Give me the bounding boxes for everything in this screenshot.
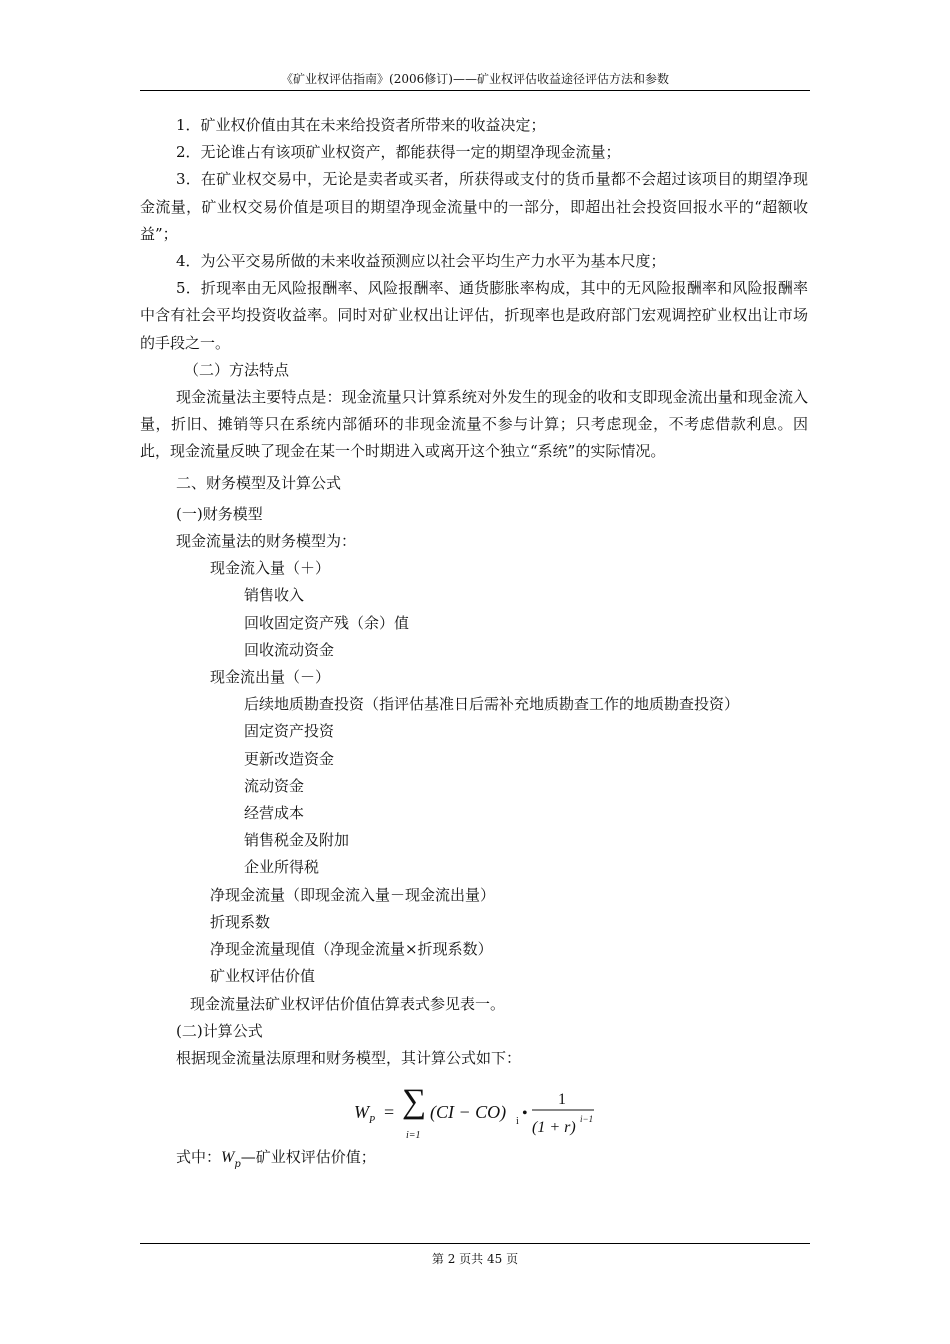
section-heading-model: 二、财务模型及计算公式 xyxy=(176,473,342,492)
formula-term-sub: i xyxy=(516,1116,519,1128)
model-item: 销售收入 xyxy=(244,586,305,605)
legend-var: W xyxy=(221,1149,235,1167)
model-result: 折现系数 xyxy=(210,912,271,931)
formula-equals: = xyxy=(384,1102,395,1123)
model-result: 净现金流量（即现金流入量－现金流出量） xyxy=(210,885,496,904)
formula-denominator: (1 + r) xyxy=(532,1119,576,1137)
subsection-heading: (二)计算公式 xyxy=(176,1021,263,1040)
section-heading-method: （二）方法特点 xyxy=(184,360,290,379)
table-reference: 现金流量法矿业权评估价值估算表式参见表一。 xyxy=(190,994,506,1013)
model-item: 固定资产投资 xyxy=(244,722,335,741)
list-item: 5．折现率由无风险报酬率、风险报酬率、通货膨胀率构成，其中的无风险报酬率和风险报酬率中含有社会平均投资收益率。同时对矿业权出让评估，折现率也是政府部门宏观调控矿业权出让市场的手段之一。 xyxy=(140,279,808,352)
legend-prefix: 式中： xyxy=(176,1148,222,1167)
list-item: 3．在矿业权交易中，无论是卖者或买者，所获得或支付的货币量都不会超过该项目的期望净现金流量，矿业权交易价值是项目的期望净现金流量中的一部分，即超出社会投资回报水平的“超额收益”； xyxy=(140,170,808,243)
sigma-symbol: ∑ xyxy=(402,1083,427,1121)
formula-svg xyxy=(350,1072,610,1144)
model-item: 回收固定资产残（余）值 xyxy=(244,613,410,632)
model-group-label: 现金流出量（－） xyxy=(210,668,331,687)
formula-numerator: 1 xyxy=(558,1091,566,1109)
formula-lhs: W xyxy=(354,1102,369,1123)
model-result: 矿业权评估价值 xyxy=(210,967,316,986)
legend-desc: —矿业权评估价值； xyxy=(240,1148,376,1167)
model-item: 更新改造资金 xyxy=(244,749,335,768)
sigma-lower-limit: i=1 xyxy=(406,1130,421,1142)
model-item: 销售税金及附加 xyxy=(244,831,350,850)
list-item: 4．为公平交易所做的未来收益预测应以社会平均生产力水平为基本尺度； xyxy=(176,252,666,271)
subsection-heading: (一)财务模型 xyxy=(176,504,263,523)
formula-dot: • xyxy=(522,1105,528,1123)
model-item: 回收流动资金 xyxy=(244,640,335,659)
running-header: 《矿业权评估指南》(2006修订)——矿业权评估收益途径评估方法和参数 xyxy=(281,72,669,86)
paragraph: 现金流量法主要特点是：现金流量只计算系统对外发生的现金的收和支即现金流出量和现金流入量，折旧、摊销等只在系统内部循环的非现金流量不参与计算；只考虑现金，不考虑借款利息。因此，现金流量反映了现金在某一个时期进入或离开这个独立“系统”的实际情况。 xyxy=(140,388,808,461)
footer-rule xyxy=(140,1243,810,1244)
model-item: 后续地质勘查投资（指评估基准日后需补充地质勘查工作的地质勘查投资） xyxy=(244,695,740,714)
list-item: 2．无论谁占有该项矿业权资产，都能获得一定的期望净现金流量； xyxy=(176,143,621,162)
paragraph: 根据现金流量法原理和财务模型，其计算公式如下： xyxy=(176,1048,522,1067)
formula-legend xyxy=(140,1144,808,1173)
formula-term: (CI − CO) xyxy=(430,1102,507,1123)
model-item: 企业所得税 xyxy=(244,858,320,877)
model-result: 净现金流量现值（净现金流量×折现系数） xyxy=(210,940,493,959)
page-number: 第 2 页共 45 页 xyxy=(431,1252,519,1266)
legend-var-sub: p xyxy=(234,1159,241,1171)
model-item: 流动资金 xyxy=(244,776,305,795)
npv-formula xyxy=(140,1072,808,1144)
list-item: 1．矿业权价值由其在未来给投资者所带来的收益决定； xyxy=(176,116,546,134)
model-group-label: 现金流入量（＋） xyxy=(210,559,331,578)
paragraph: 现金流量法的财务模型为： xyxy=(176,532,357,551)
formula-lhs-sub: P xyxy=(369,1115,376,1127)
model-item: 经营成本 xyxy=(244,804,305,823)
header-rule xyxy=(140,90,810,91)
formula-exponent: i−1 xyxy=(580,1114,594,1125)
page-body xyxy=(140,112,808,1173)
